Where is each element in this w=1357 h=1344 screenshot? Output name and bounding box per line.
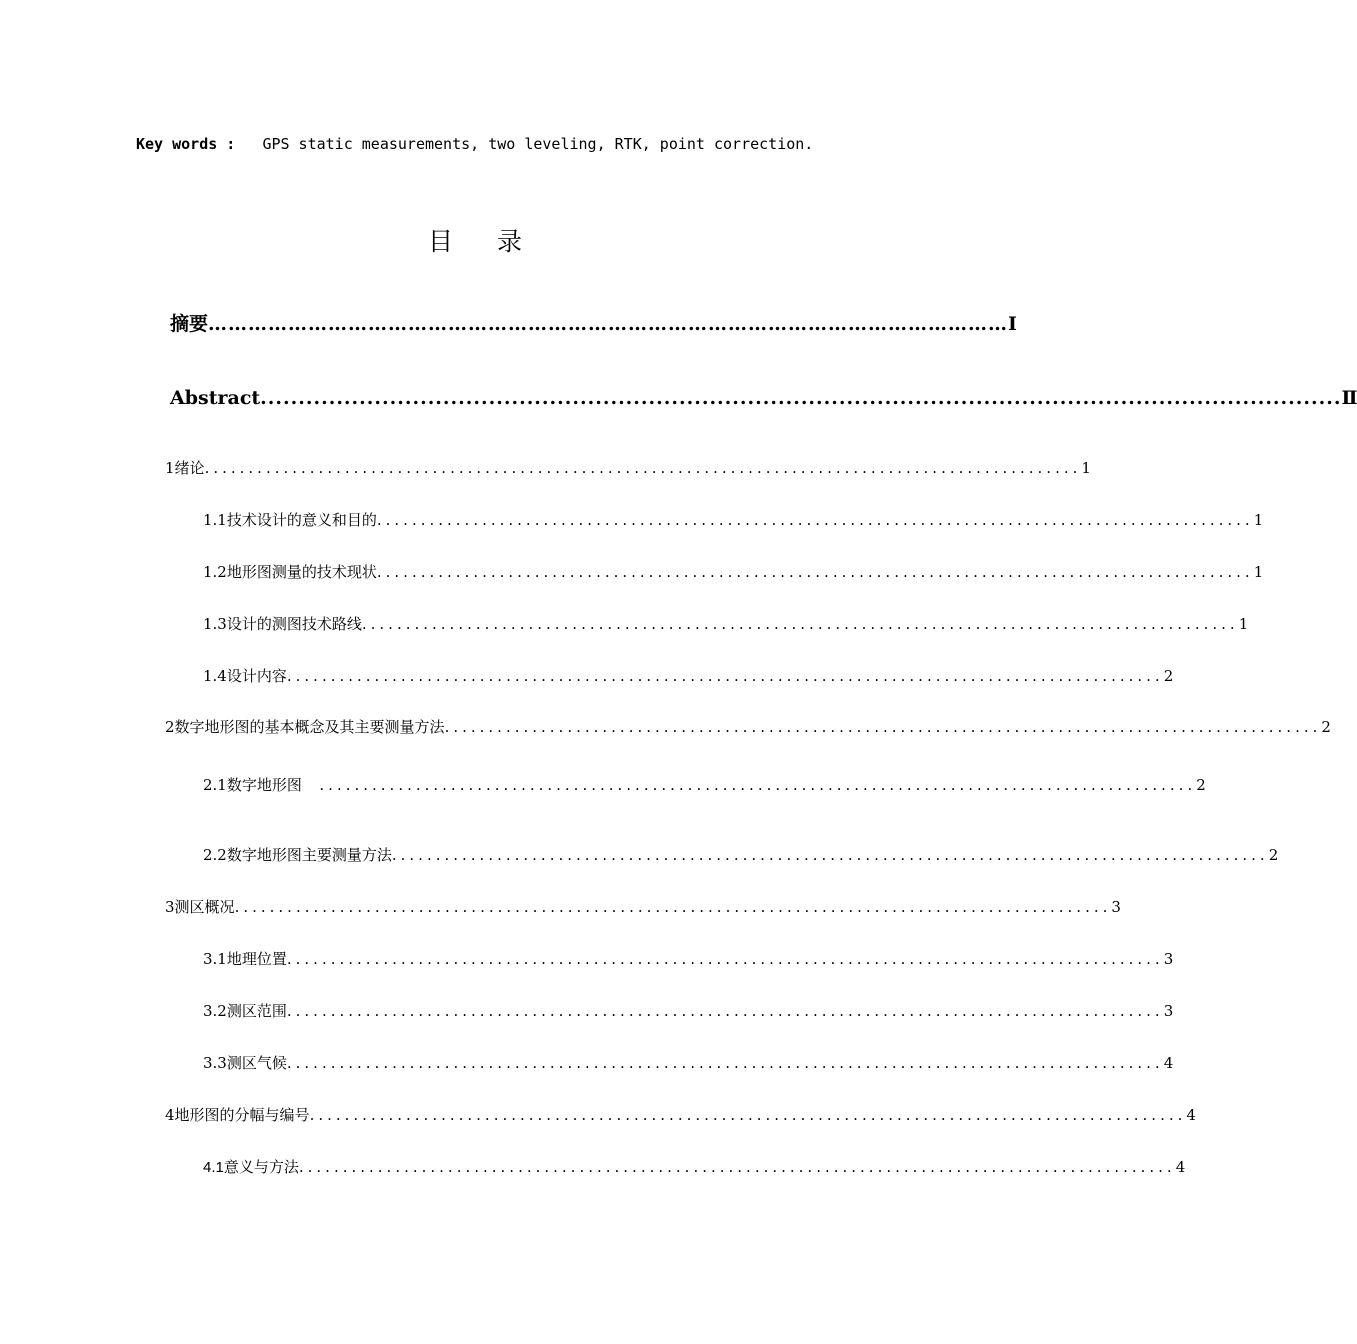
toc-entry[interactable] [165,1104,1196,1125]
toc-entry-page: 3 [1163,950,1174,968]
toc-entry-label: 测区概况 [174,898,235,916]
toc-leader: ………………………………………………………………………………………………………… [208,313,1009,335]
toc-entry-number: 2.2 [203,846,227,864]
toc-entry-page: 4 [1175,1158,1186,1176]
toc-entry-label: 数字地形图 [226,776,302,794]
toc-leader: .................................................................................................... [204,459,1082,477]
toc-entry[interactable] [203,613,1249,634]
toc-entry-page: Ⅰ [1008,313,1017,335]
toc-leader: .................................................................................................... [286,1054,1164,1072]
toc-entry-label: Abstract [170,387,261,409]
toc-entry-page: 2 [1321,718,1331,736]
toc-entry-label: 地形图的分幅与编号 [174,1106,310,1124]
toc-entry-label: 测区气候 [226,1054,287,1072]
toc-entry[interactable] [203,1156,1186,1177]
toc-entry-label: 数字地形图主要测量方法 [226,846,392,864]
toc-entry-label: 绪论 [174,459,205,477]
toc-entry[interactable] [203,844,1279,865]
toc-entry-page: 2 [1196,776,1206,794]
toc-entry[interactable] [203,774,1206,795]
toc-entry-number: 3.3 [203,1054,227,1072]
toc-entry[interactable] [203,561,1264,582]
toc-leader: .................................................................................................... [286,1002,1164,1020]
toc-entry-label: 数字地形图的基本概念及其主要测量方法 [174,718,445,736]
toc-entry-label: 测区范围 [226,1002,287,1020]
toc-leader: .............................................................................................................................................. [260,387,1342,409]
toc-entry-number: 1 [165,459,175,477]
toc-leader: .................................................................................................... [444,718,1322,736]
toc-entry-abstract-cn[interactable] [170,309,1017,336]
toc-entry-number: 4 [165,1106,175,1124]
toc-leader: .................................................................................................... [298,1158,1176,1176]
toc-leader: .................................................................................................... [309,1106,1187,1124]
toc-entry[interactable] [203,665,1174,686]
toc-entry-page: 2 [1163,667,1174,685]
toc-entry-page: Ⅱ [1341,387,1357,409]
keywords-label: Key words : [136,135,236,153]
toc-entry[interactable] [203,509,1264,530]
keywords-text: GPS static measurements, two leveling, RTK, point correction. [262,135,814,153]
toc-entry-page: 1 [1238,615,1249,633]
keywords-paragraph [136,126,836,163]
toc-entry-number: 1.1 [203,511,227,529]
toc-entry-label: 地形图测量的技术现状 [226,563,377,581]
toc-leader: .................................................................................................... [391,846,1269,864]
toc-entry-page: 1 [1253,511,1264,529]
toc-leader: .................................................................................................... [361,615,1239,633]
toc-leader: .................................................................................................... [286,950,1164,968]
toc-entry-page: 3 [1111,898,1121,916]
toc-entry-label: 设计内容 [226,667,287,685]
toc-entry-number: 4.1 [203,1159,224,1176]
toc-entry-page: 3 [1163,1002,1174,1020]
toc-entry-label: 意义与方法 [223,1159,299,1176]
toc-entry-number: 2 [165,718,175,736]
toc-entry-number: 3 [165,898,175,916]
toc-entry-number: 3.2 [203,1002,227,1020]
toc-leader: .................................................................................................... [286,667,1164,685]
toc-entry-page: 1 [1253,563,1264,581]
toc-entry[interactable] [203,1052,1174,1073]
toc-entry-number: 1.3 [203,615,227,633]
toc-leader: .................................................................................................... [301,776,1197,794]
toc-leader: .................................................................................................... [376,511,1254,529]
toc-entry[interactable] [203,948,1174,969]
toc-entry-label: 地理位置 [226,950,287,968]
toc-entry[interactable] [165,716,1331,737]
toc-entry-page: 1 [1081,459,1091,477]
toc-entry-number: 3.1 [203,950,227,968]
toc-entry-page: 4 [1186,1106,1196,1124]
toc-entry-page: 2 [1268,846,1279,864]
toc-title: 目录 [427,227,566,256]
toc-entry-number: 2.1 [203,776,227,794]
toc-entry-page: 4 [1163,1054,1174,1072]
toc-entry-label: 技术设计的意义和目的 [226,511,377,529]
toc-entry[interactable] [165,457,1091,478]
toc-leader: .................................................................................................... [234,898,1112,916]
toc-entry-abstract-en[interactable] [170,387,1357,409]
toc-entry-label: 摘要 [170,313,209,335]
toc-leader: .................................................................................................... [376,563,1254,581]
toc-entry-number: 1.2 [203,563,227,581]
toc-entry[interactable] [165,896,1121,917]
toc-entry[interactable] [203,1000,1174,1021]
toc-entry-label: 设计的测图技术路线 [226,615,362,633]
toc-entry-number: 1.4 [203,667,227,685]
